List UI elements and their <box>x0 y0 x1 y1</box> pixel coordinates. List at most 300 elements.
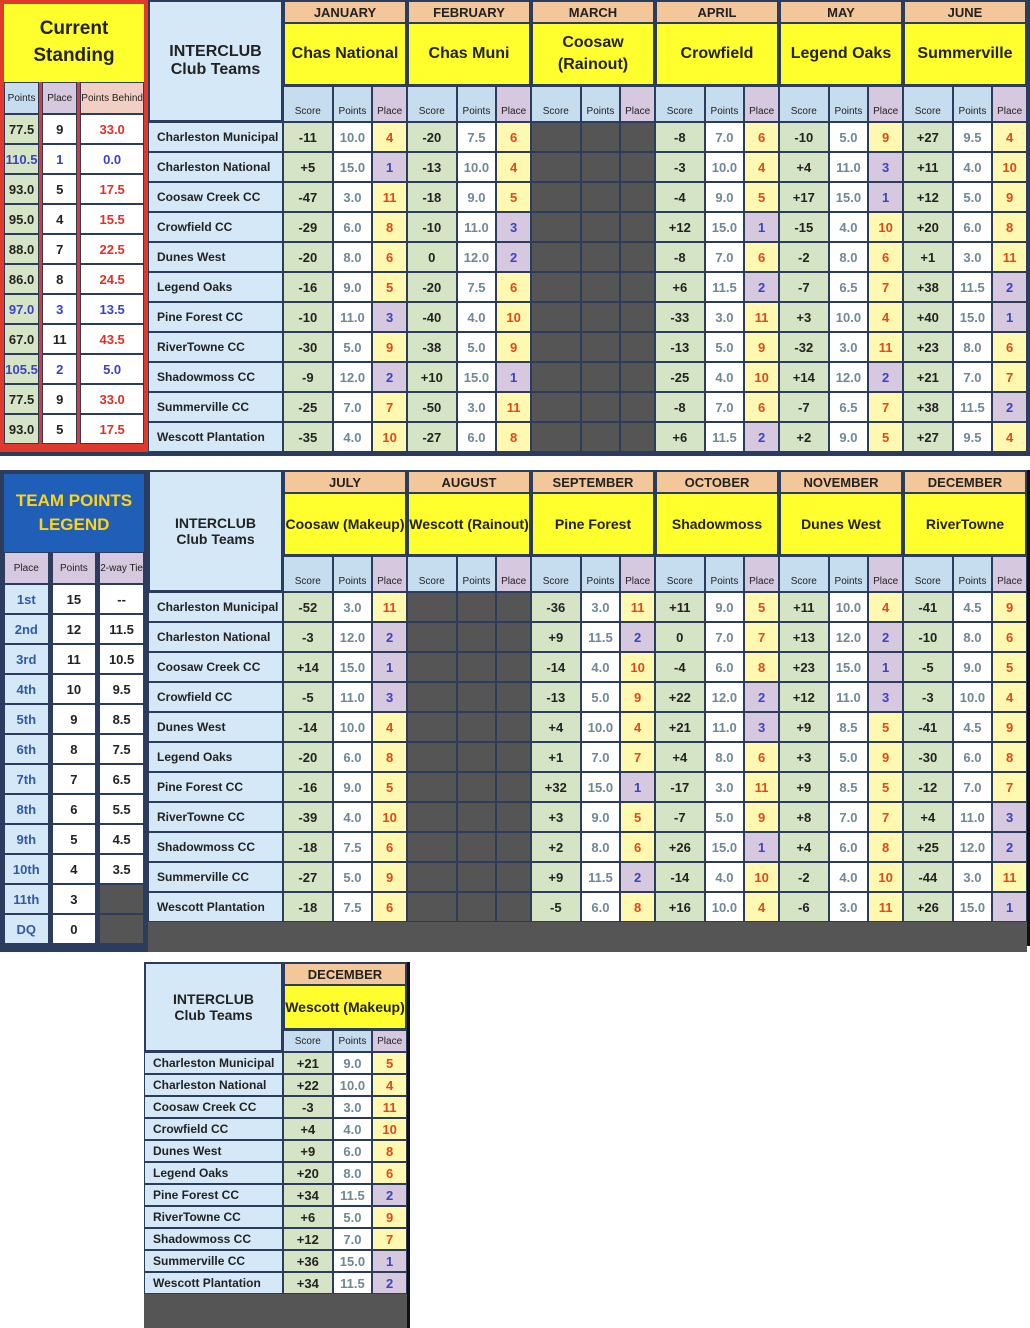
points-cell: 9.0 <box>333 1052 373 1074</box>
month-subheader <box>655 556 779 592</box>
score-cell: -35 <box>283 422 333 452</box>
place-cell: 9 <box>372 332 407 362</box>
rainout-cell <box>407 892 457 922</box>
team-name: Charleston National <box>144 1074 283 1096</box>
rainout-cell <box>620 242 655 272</box>
standing-points: 97.0 <box>4 294 39 324</box>
standing-points-behind: 33.0 <box>80 384 144 414</box>
score-row <box>283 182 407 212</box>
place-cell: 8 <box>744 652 779 682</box>
score-row <box>531 212 655 242</box>
place-cell: 1 <box>868 182 903 212</box>
points-cell: 4.0 <box>581 652 621 682</box>
legend-points: 6 <box>52 794 97 824</box>
points-cell: 11.5 <box>953 272 993 302</box>
points-cell: 15.0 <box>705 212 745 242</box>
place-cell: 9 <box>372 1206 407 1228</box>
place-cell: 1 <box>744 832 779 862</box>
place-cell: 1 <box>372 1250 407 1272</box>
footer-bar <box>144 1294 407 1328</box>
legend-tie: 7.5 <box>99 734 144 764</box>
score-cell: -32 <box>779 332 829 362</box>
score-row <box>407 362 531 392</box>
legend-header: Points <box>52 552 97 584</box>
score-cell: +38 <box>903 392 953 422</box>
place-cell: 11 <box>744 302 779 332</box>
points-cell: 6.0 <box>953 742 993 772</box>
rainout-cell <box>457 652 497 682</box>
team-name: Charleston Municipal <box>148 122 283 152</box>
score-cell: +26 <box>903 892 953 922</box>
rainout-cell <box>531 272 581 302</box>
rainout-cell <box>620 362 655 392</box>
month-name: DECEMBER <box>905 472 1025 492</box>
score-row <box>655 332 779 362</box>
place-cell: 8 <box>372 1140 407 1162</box>
points-cell: 11.5 <box>581 862 621 892</box>
score-row <box>283 422 407 452</box>
course-name: Legend Oaks <box>781 22 901 84</box>
score-cell: +11 <box>903 152 953 182</box>
score-cell: +1 <box>903 242 953 272</box>
points-cell: 3.0 <box>953 242 993 272</box>
score-row <box>283 652 407 682</box>
legend-place: 11th <box>4 884 49 914</box>
place-cell: 4 <box>620 712 655 742</box>
points-cell: 11.5 <box>333 1184 373 1206</box>
month-subheader <box>283 1030 407 1052</box>
rainout-cell <box>496 862 531 892</box>
column-header-place: Place <box>992 86 1027 122</box>
score-row <box>407 422 531 452</box>
standing-place: 7 <box>42 234 77 264</box>
team-name: Dunes West <box>144 1140 283 1162</box>
score-cell: -36 <box>531 592 581 622</box>
points-cell: 7.0 <box>333 1228 373 1250</box>
place-cell: 6 <box>992 622 1027 652</box>
score-row <box>283 1140 407 1162</box>
team-name: Pine Forest CC <box>148 772 283 802</box>
column-header-score: Score <box>779 86 829 122</box>
legend-points: 7 <box>52 764 97 794</box>
points-cell: 15.0 <box>333 1250 373 1272</box>
points-cell: 4.5 <box>953 712 993 742</box>
month-header <box>779 0 903 86</box>
points-cell: 9.0 <box>333 272 373 302</box>
club-teams-header <box>144 962 283 1052</box>
score-cell: -20 <box>283 242 333 272</box>
points-cell: 7.0 <box>333 392 373 422</box>
month-name: JULY <box>285 472 405 492</box>
score-row <box>283 802 407 832</box>
score-cell: -25 <box>283 392 333 422</box>
points-cell: 3.0 <box>829 892 869 922</box>
score-row <box>407 832 531 862</box>
score-row <box>903 122 1027 152</box>
score-row <box>779 152 903 182</box>
place-cell: 2 <box>372 362 407 392</box>
course-name: Crowfield <box>657 22 777 84</box>
month-subheader <box>407 556 531 592</box>
column-header-place: Place <box>992 556 1027 592</box>
standing-points: 67.0 <box>4 324 39 354</box>
rainout-cell <box>496 832 531 862</box>
current-standing-panel <box>0 0 148 452</box>
score-row <box>407 152 531 182</box>
score-row <box>531 302 655 332</box>
place-cell: 1 <box>620 772 655 802</box>
score-cell: -7 <box>655 802 705 832</box>
score-cell: -29 <box>283 212 333 242</box>
place-cell: 1 <box>372 652 407 682</box>
score-cell: +22 <box>283 1074 333 1096</box>
points-cell: 15.0 <box>953 302 993 332</box>
rainout-cell <box>620 332 655 362</box>
score-row <box>283 832 407 862</box>
rainout-cell <box>581 122 621 152</box>
score-row <box>283 592 407 622</box>
score-cell: -8 <box>655 122 705 152</box>
standing-points-behind: 17.5 <box>80 174 144 204</box>
score-row <box>903 152 1027 182</box>
score-row <box>655 592 779 622</box>
points-cell: 8.0 <box>953 622 993 652</box>
points-cell: 11.0 <box>705 712 745 742</box>
points-cell: 6.0 <box>705 652 745 682</box>
points-cell: 5.0 <box>829 742 869 772</box>
score-row <box>531 152 655 182</box>
rainout-cell <box>457 862 497 892</box>
standings-section-december-makeup <box>144 962 410 1328</box>
points-cell: 12.0 <box>953 832 993 862</box>
score-cell: +3 <box>779 302 829 332</box>
points-cell: 12.0 <box>333 362 373 392</box>
score-row <box>779 772 903 802</box>
standing-points-behind: 0.0 <box>80 144 144 174</box>
score-cell: -10 <box>407 212 457 242</box>
score-row <box>903 182 1027 212</box>
rainout-cell <box>457 802 497 832</box>
place-cell: 1 <box>372 152 407 182</box>
rainout-cell <box>407 772 457 802</box>
team-name: Summerville CC <box>144 1250 283 1272</box>
score-cell: +40 <box>903 302 953 332</box>
score-row <box>283 892 407 922</box>
score-cell: +27 <box>903 122 953 152</box>
legend-tie <box>99 914 144 944</box>
points-cell: 4.0 <box>333 1118 373 1140</box>
place-cell: 3 <box>992 802 1027 832</box>
month-subheader <box>903 86 1027 122</box>
rainout-cell <box>407 652 457 682</box>
score-row <box>655 422 779 452</box>
place-cell: 5 <box>868 712 903 742</box>
points-cell: 7.5 <box>457 122 497 152</box>
score-cell: -20 <box>407 122 457 152</box>
month-name: JANUARY <box>285 2 405 22</box>
place-cell: 10 <box>372 802 407 832</box>
standing-place: 4 <box>42 204 77 234</box>
rainout-cell <box>581 392 621 422</box>
points-cell: 9.5 <box>953 122 993 152</box>
score-row <box>779 122 903 152</box>
score-cell: +12 <box>779 682 829 712</box>
place-cell: 7 <box>620 742 655 772</box>
place-cell: 3 <box>496 212 531 242</box>
rainout-cell <box>496 622 531 652</box>
standing-points: 93.0 <box>4 414 39 444</box>
standing-place: 2 <box>42 354 77 384</box>
team-name: Coosaw Creek CC <box>148 652 283 682</box>
standings-section-jul-dec <box>0 470 1030 946</box>
column-header-score: Score <box>407 556 457 592</box>
score-row <box>903 272 1027 302</box>
points-cell: 6.5 <box>829 392 869 422</box>
score-row <box>779 212 903 242</box>
score-row <box>779 652 903 682</box>
score-row <box>779 392 903 422</box>
column-header-place: Place <box>496 556 531 592</box>
column-header-place: Place <box>372 1030 407 1052</box>
rainout-cell <box>581 182 621 212</box>
score-cell: -10 <box>903 622 953 652</box>
points-cell: 4.0 <box>333 802 373 832</box>
points-cell: 15.0 <box>829 182 869 212</box>
score-row <box>903 212 1027 242</box>
score-cell: -44 <box>903 862 953 892</box>
score-row <box>903 862 1027 892</box>
standing-points-behind: 43.5 <box>80 324 144 354</box>
score-row <box>903 742 1027 772</box>
place-cell: 1 <box>868 652 903 682</box>
score-row <box>283 1250 407 1272</box>
score-row <box>779 362 903 392</box>
points-cell: 3.0 <box>333 592 373 622</box>
score-row <box>283 1052 407 1074</box>
points-cell: 8.0 <box>953 332 993 362</box>
team-name: RiverTowne CC <box>144 1206 283 1228</box>
score-cell: +25 <box>903 832 953 862</box>
points-cell: 5.0 <box>457 332 497 362</box>
score-cell: +34 <box>283 1184 333 1206</box>
place-cell: 2 <box>868 622 903 652</box>
team-name: Legend Oaks <box>144 1162 283 1184</box>
rainout-cell <box>581 302 621 332</box>
points-cell: 7.0 <box>953 772 993 802</box>
place-cell: 2 <box>372 1272 407 1294</box>
points-cell: 6.0 <box>581 892 621 922</box>
points-cell: 4.0 <box>829 212 869 242</box>
score-cell: +22 <box>655 682 705 712</box>
standing-place: 5 <box>42 414 77 444</box>
score-cell: +27 <box>903 422 953 452</box>
footer-bar <box>148 922 1027 952</box>
month-subheader <box>531 86 655 122</box>
score-cell: -10 <box>779 122 829 152</box>
score-row <box>779 682 903 712</box>
score-cell: -20 <box>283 742 333 772</box>
score-row <box>779 712 903 742</box>
score-cell: +21 <box>655 712 705 742</box>
score-cell: +9 <box>779 712 829 742</box>
column-header-score: Score <box>531 86 581 122</box>
score-cell: -3 <box>283 1096 333 1118</box>
points-cell: 10.0 <box>333 1074 373 1096</box>
points-cell: 5.0 <box>829 122 869 152</box>
score-cell: +2 <box>779 422 829 452</box>
standing-header: Points Behind <box>80 82 144 114</box>
score-cell: -8 <box>655 392 705 422</box>
score-cell: +23 <box>903 332 953 362</box>
place-cell: 4 <box>992 682 1027 712</box>
points-cell: 15.0 <box>457 362 497 392</box>
score-row <box>779 862 903 892</box>
score-row <box>655 802 779 832</box>
score-row <box>283 682 407 712</box>
points-cell: 12.0 <box>829 362 869 392</box>
standing-header: Place <box>42 82 77 114</box>
column-header-points: Points <box>705 86 745 122</box>
score-cell: -27 <box>407 422 457 452</box>
rainout-cell <box>581 152 621 182</box>
points-cell: 3.0 <box>333 1096 373 1118</box>
score-row <box>407 802 531 832</box>
points-cell: 9.0 <box>705 182 745 212</box>
legend-tie: 5.5 <box>99 794 144 824</box>
place-cell: 4 <box>992 122 1027 152</box>
team-name: Coosaw Creek CC <box>148 182 283 212</box>
score-cell: +4 <box>655 742 705 772</box>
score-row <box>655 832 779 862</box>
place-cell: 9 <box>868 122 903 152</box>
score-row <box>407 742 531 772</box>
score-row <box>903 802 1027 832</box>
club-teams-subtitle: Club Teams <box>176 531 255 547</box>
score-row <box>779 332 903 362</box>
score-row <box>283 242 407 272</box>
points-cell: 7.0 <box>581 742 621 772</box>
place-cell: 1 <box>992 302 1027 332</box>
rainout-cell <box>531 422 581 452</box>
column-header-place: Place <box>372 556 407 592</box>
standings-section-jan-jun <box>0 0 1030 456</box>
score-row <box>903 892 1027 922</box>
standing-place: 11 <box>42 324 77 354</box>
column-header-points: Points <box>333 556 373 592</box>
points-cell: 10.0 <box>457 152 497 182</box>
legend-tie: 3.5 <box>99 854 144 884</box>
place-cell: 8 <box>992 212 1027 242</box>
rainout-cell <box>496 712 531 742</box>
column-header-points: Points <box>953 86 993 122</box>
score-cell: -3 <box>283 622 333 652</box>
legend-tie: 6.5 <box>99 764 144 794</box>
place-cell: 2 <box>744 682 779 712</box>
standing-place: 3 <box>42 294 77 324</box>
score-row <box>283 772 407 802</box>
score-row <box>903 622 1027 652</box>
score-cell: -33 <box>655 302 705 332</box>
score-cell: -38 <box>407 332 457 362</box>
score-cell: +14 <box>283 652 333 682</box>
legend-points: 8 <box>52 734 97 764</box>
column-header-score: Score <box>283 1030 333 1052</box>
points-cell: 7.5 <box>333 892 373 922</box>
column-header-place: Place <box>620 86 655 122</box>
place-cell: 11 <box>744 772 779 802</box>
rainout-cell <box>531 392 581 422</box>
legend-points: 3 <box>52 884 97 914</box>
rainout-cell <box>531 152 581 182</box>
column-header-score: Score <box>655 556 705 592</box>
score-row <box>779 422 903 452</box>
column-header-place: Place <box>620 556 655 592</box>
place-cell: 5 <box>992 652 1027 682</box>
score-row <box>283 302 407 332</box>
legend-points: 10 <box>52 674 97 704</box>
legend-tie <box>99 884 144 914</box>
score-cell: -11 <box>283 122 333 152</box>
score-cell: +9 <box>779 772 829 802</box>
score-row <box>531 392 655 422</box>
points-cell: 9.0 <box>581 802 621 832</box>
points-cell: 6.0 <box>829 832 869 862</box>
score-cell: +4 <box>779 152 829 182</box>
score-row <box>531 742 655 772</box>
column-header-points: Points <box>829 556 869 592</box>
place-cell: 11 <box>496 392 531 422</box>
score-row <box>655 362 779 392</box>
place-cell: 7 <box>868 272 903 302</box>
standing-points-behind: 17.5 <box>80 414 144 444</box>
points-cell: 6.0 <box>333 212 373 242</box>
rainout-cell <box>531 242 581 272</box>
standing-points: 95.0 <box>4 204 39 234</box>
rainout-cell <box>581 422 621 452</box>
score-row <box>655 122 779 152</box>
score-cell: -2 <box>779 862 829 892</box>
legend-points: 0 <box>52 914 97 944</box>
rainout-cell <box>407 832 457 862</box>
course-name: Wescott (Makeup) <box>285 984 405 1028</box>
column-header-place: Place <box>868 86 903 122</box>
score-cell: +9 <box>531 622 581 652</box>
score-cell: -9 <box>283 362 333 392</box>
score-cell: -20 <box>407 272 457 302</box>
score-cell: -30 <box>283 332 333 362</box>
points-cell: 5.0 <box>333 1206 373 1228</box>
column-header-score: Score <box>283 86 333 122</box>
month-header <box>655 470 779 556</box>
month-header <box>283 962 407 1030</box>
points-cell: 5.0 <box>333 862 373 892</box>
place-cell: 11 <box>620 592 655 622</box>
place-cell: 7 <box>372 1228 407 1250</box>
score-row <box>903 422 1027 452</box>
legend-place: 6th <box>4 734 49 764</box>
points-cell: 10.0 <box>829 592 869 622</box>
score-row <box>283 362 407 392</box>
score-cell: +32 <box>531 772 581 802</box>
place-cell: 9 <box>992 182 1027 212</box>
score-cell: -6 <box>779 892 829 922</box>
column-header-place: Place <box>744 556 779 592</box>
points-cell: 12.0 <box>457 242 497 272</box>
legend-tie: -- <box>99 584 144 614</box>
place-cell: 9 <box>372 862 407 892</box>
month-subheader <box>655 86 779 122</box>
column-header-points: Points <box>457 86 497 122</box>
